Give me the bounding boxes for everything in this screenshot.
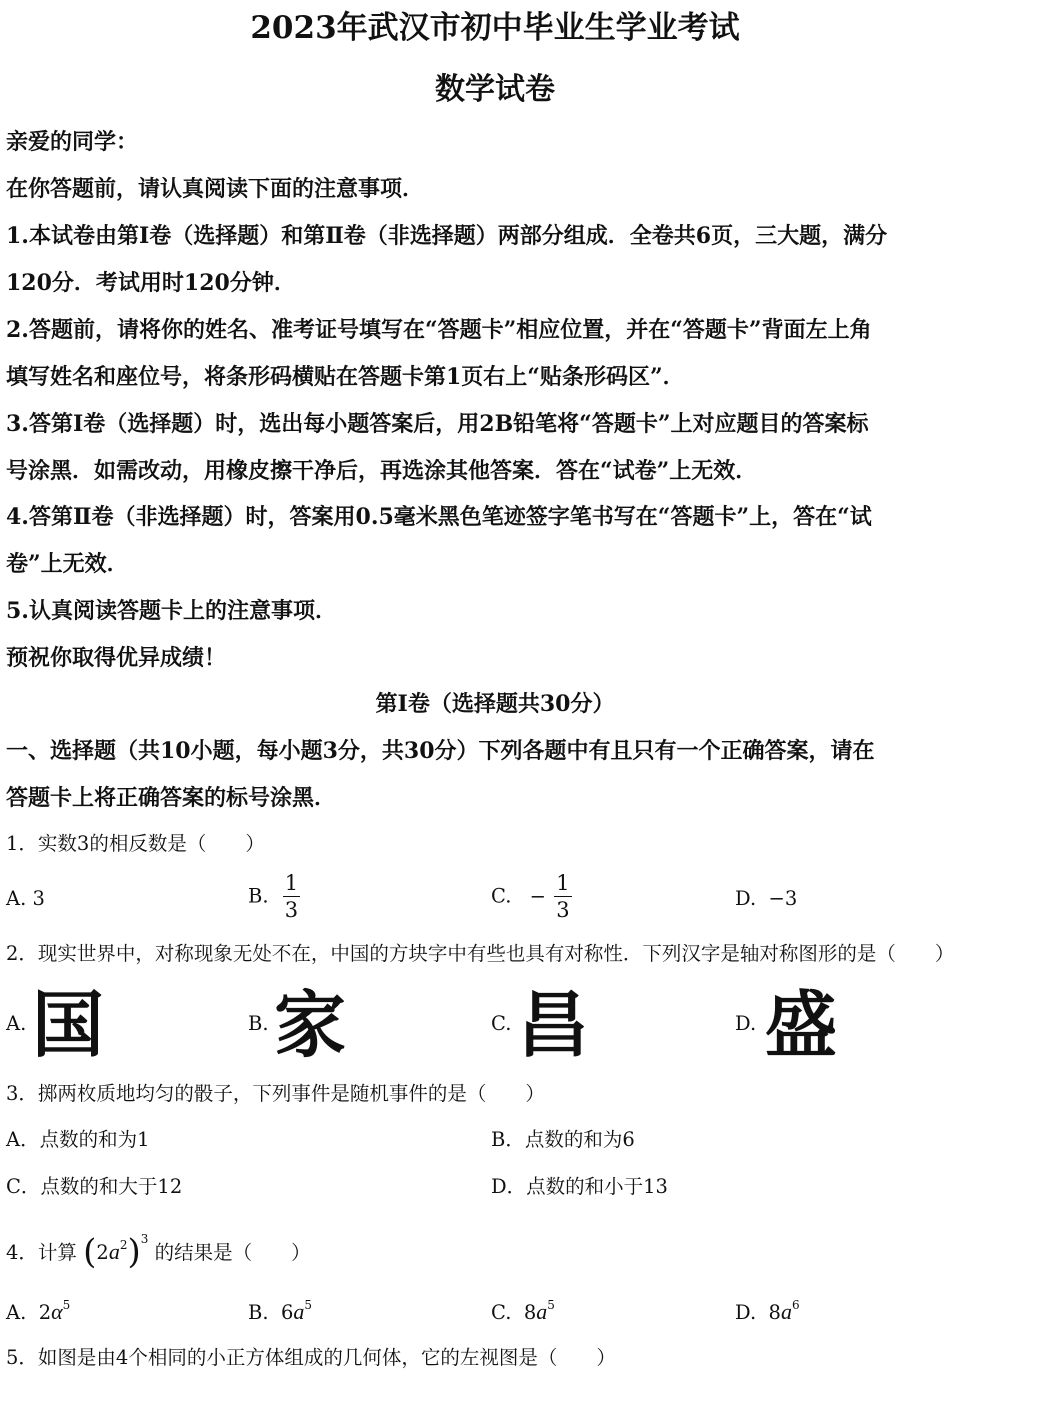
question-2-stem: 2．现实世界中，对称现象无处不在，中国的方块字中有些也具有对称性．下列汉字是轴对称图形的是（ ） bbox=[6, 942, 955, 965]
q2-option-d-label: D. bbox=[735, 1012, 757, 1035]
instruction-line: 5.认真阅读答题卡上的注意事项． bbox=[6, 598, 337, 624]
power-expression: $(2a^2)^3$ bbox=[83, 1232, 149, 1272]
question-3-stem: 3．掷两枚质地均匀的骰子，下列事件是随机事件的是（ ） bbox=[6, 1082, 545, 1105]
q2-option-a-label: A. bbox=[6, 1012, 27, 1035]
q2-option-b-label: B. bbox=[248, 1012, 269, 1035]
q2-option-a-character: 国 bbox=[32, 983, 105, 1067]
instruction-line: 号涂黑．如需改动，用橡皮擦干净后，再选涂其他答案．答在“试卷”上无效． bbox=[6, 458, 758, 484]
q3-option-b: B．点数的和为6 bbox=[491, 1128, 635, 1151]
question-4-stem: 4．计算 $(2a^2)^3$ 的结果是（ ） bbox=[6, 1232, 311, 1272]
exam-title: 2023年武汉市初中毕业生学业考试 bbox=[250, 10, 740, 46]
q4-option-c: C. $8a^5$ bbox=[491, 1298, 555, 1324]
instruction-line: 2.答题前，请将你的姓名、准考证号填写在“答题卡”相应位置，并在“答题卡”背面左上角 bbox=[6, 317, 872, 343]
greeting: 亲爱的同学： bbox=[6, 129, 139, 155]
q3-option-a: A．点数的和为1 bbox=[6, 1128, 150, 1151]
q3-option-c: C．点数的和大于12 bbox=[6, 1175, 183, 1198]
instruction-line: 3.答第Ⅰ卷（选择题）时，选出每小题答案后，用2B铅笔将“答题卡”上对应题目的答案标 bbox=[6, 411, 869, 437]
exam-subtitle: 数学试卷 bbox=[435, 72, 555, 107]
q3-option-d: D．点数的和小于13 bbox=[491, 1175, 668, 1198]
q2-option-c-character: 昌 bbox=[517, 983, 590, 1067]
instruction-line: 卷”上无效． bbox=[6, 551, 129, 577]
section-description: 一、选择题（共10小题，每小题3分，共30分）下列各题中有且只有一个正确答案，请在 bbox=[6, 738, 875, 764]
q2-option-b-character: 家 bbox=[274, 983, 347, 1067]
instruction-line: 4.答第Ⅱ卷（非选择题）时，答案用0.5毫米黑色笔迹签字笔书写在“答题卡”上，答在“试 bbox=[6, 504, 872, 530]
q4-option-d: D. $8a^6$ bbox=[735, 1298, 800, 1324]
fraction: $\frac{1}{3}$ bbox=[284, 871, 299, 922]
q4-option-b: B. $6a^5$ bbox=[248, 1298, 312, 1324]
wish-text: 预祝你取得优异成绩！ bbox=[6, 645, 227, 671]
fraction: $\frac{1}{3}$ bbox=[556, 871, 570, 922]
q2-option-c-label: C. bbox=[491, 1012, 512, 1035]
section-description: 答题卡上将正确答案的标号涂黑． bbox=[6, 785, 337, 811]
q1-option-a: A. 3 bbox=[6, 887, 45, 910]
section-title: 第Ⅰ卷（选择题共30分） bbox=[375, 691, 615, 717]
question-1-stem: 1．实数3的相反数是（ ） bbox=[6, 832, 265, 855]
q1-option-d: D. −3 bbox=[735, 887, 798, 910]
question-5-stem: 5．如图是由4个相同的小正方体组成的几何体，它的左视图是（ ） bbox=[6, 1346, 616, 1369]
q1-option-c: C. − $\frac{1}{3}$ bbox=[491, 871, 570, 922]
q2-option-d-character: 盛 bbox=[765, 983, 838, 1067]
instruction-line: 填写姓名和座位号，将条形码横贴在答题卡第1页右上“贴条形码区”． bbox=[6, 364, 685, 390]
instruction-line: 1.本试卷由第Ⅰ卷（选择题）和第Ⅱ卷（非选择题）两部分组成．全卷共6页，三大题，满分 bbox=[6, 223, 888, 249]
instructions-intro: 在你答题前，请认真阅读下面的注意事项． bbox=[6, 176, 425, 202]
q1-option-b: B. $\frac{1}{3}$ bbox=[248, 871, 299, 922]
q4-option-a: A. $2\alpha^5$ bbox=[6, 1298, 71, 1324]
instruction-line: 120分．考试用时120分钟． bbox=[6, 270, 296, 296]
